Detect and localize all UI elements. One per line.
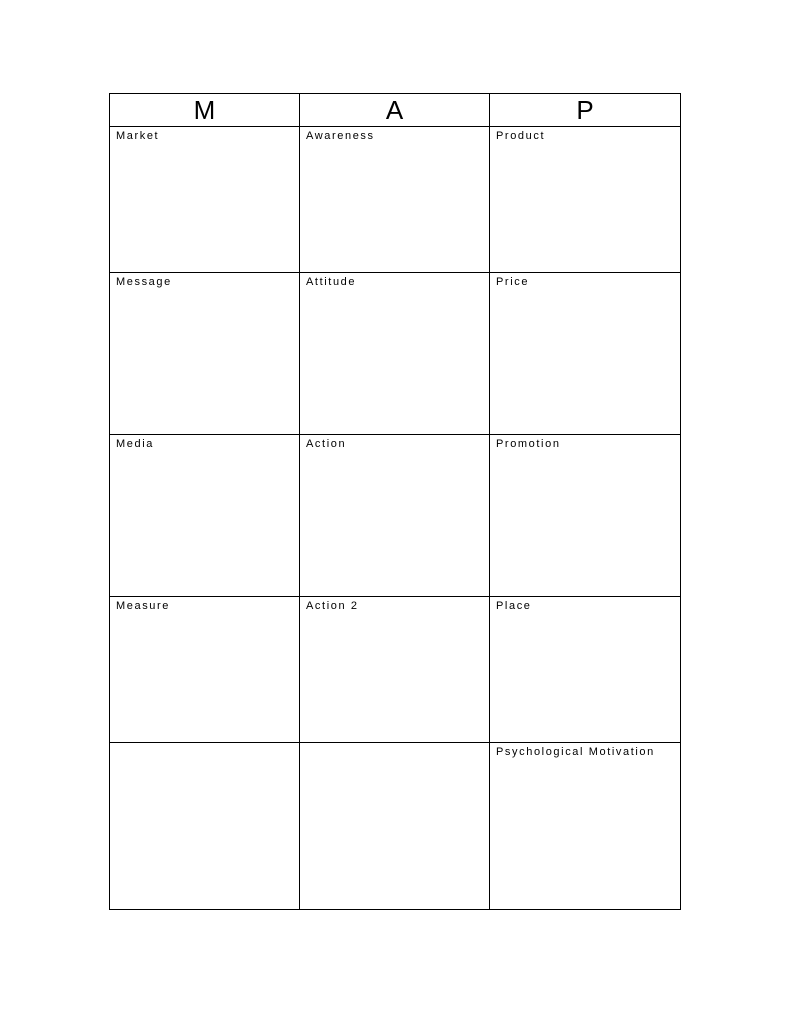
cell-label: Measure — [116, 600, 170, 612]
table-cell[interactable] — [300, 743, 490, 910]
table-row — [110, 127, 681, 273]
cell-label: Product — [496, 130, 546, 142]
table-cell[interactable] — [110, 743, 300, 910]
table-cell[interactable] — [300, 597, 490, 743]
cell-label: Market — [116, 130, 160, 142]
cell-label — [110, 743, 299, 746]
table-row — [110, 435, 681, 597]
cell-label: Price — [496, 276, 530, 288]
table-row — [110, 743, 681, 910]
table-row — [110, 273, 681, 435]
cell-label: Promotion — [496, 438, 561, 450]
table-cell[interactable] — [110, 597, 300, 743]
cell-label: Psychological Motivation — [496, 746, 655, 758]
table-cell[interactable] — [490, 127, 681, 273]
table-cell[interactable] — [110, 127, 300, 273]
cell-label — [300, 743, 489, 746]
map-grid-table — [109, 93, 681, 910]
cell-label: Place — [496, 600, 532, 612]
table-cell[interactable] — [300, 435, 490, 597]
table-cell[interactable] — [490, 743, 681, 910]
cell-label: Attitude — [306, 276, 357, 288]
cell-label: Awareness — [306, 130, 375, 142]
table-cell[interactable] — [490, 435, 681, 597]
cell-label: Action — [306, 438, 347, 450]
table-cell[interactable] — [110, 273, 300, 435]
table-cell[interactable] — [490, 597, 681, 743]
cell-label: Media — [116, 438, 154, 450]
table-cell[interactable] — [300, 127, 490, 273]
header-p: P — [490, 94, 681, 127]
table-cell[interactable] — [110, 435, 300, 597]
table-header — [110, 94, 681, 127]
table-body — [110, 127, 681, 910]
table-cell[interactable] — [300, 273, 490, 435]
table-row — [110, 597, 681, 743]
cell-label: Message — [116, 276, 172, 288]
header-m: M — [110, 94, 300, 127]
table-cell[interactable] — [490, 273, 681, 435]
header-a: A — [300, 94, 490, 127]
header-row — [110, 94, 681, 127]
cell-label: Action 2 — [306, 600, 359, 612]
